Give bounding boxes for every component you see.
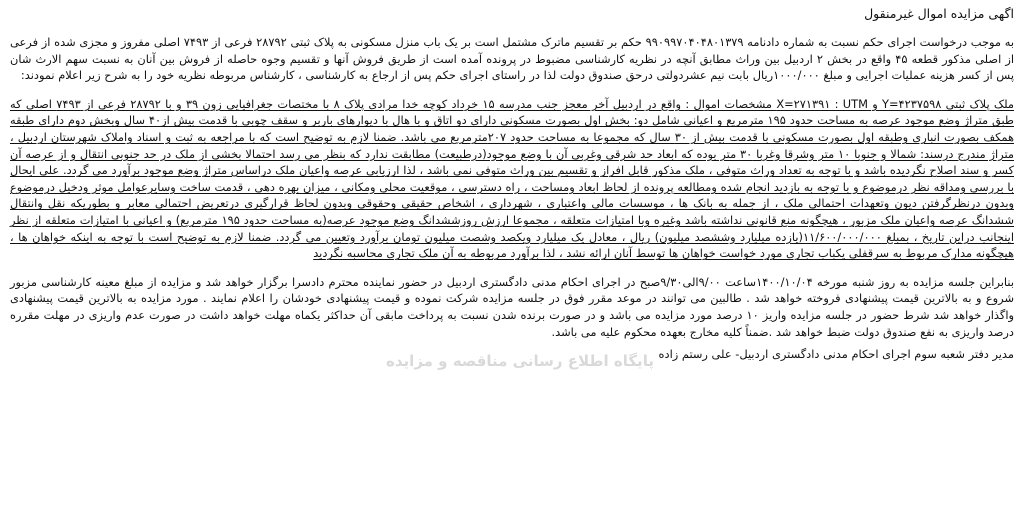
watermark-text: پایگاه اطلاع رسانی مناقصه و مزایده <box>386 352 654 370</box>
notice-paragraph-auction-session: بنابراین جلسه مزایده به روز شنبه مورخه ۱۴۰۰/۱۰/۰۴ساعت ۹/۰۰الی۹/۳۰صبح در اجرای احکام مدنی دادگستری اردبیل در حضور نماینده محترم دادسرا برگزار خواهد شد و مزایده از مبلغ معینه کارشناسی مزبور شروع و به بالاترین قیمت پیشنهادی فروخته خواهد شد . طالبین می توانند در موعد مقرر فوق در جلسه مزایده شرکت نموده و قیمت پیشنهادی خودشان را اعلام نمایند . مورد مزایده به بالاترین قیمت پیشنهادی واگذار خواهد شد شرط حضور در جلسه مزایده واریز ۱۰ درصد مورد مزایده می باشد و در صورت برنده شدن نسبت به پرداخت مابقی آن حداکثر یکماه مهلت خواهد داشت در صورت عدم واریزی در مهلت مقرره درصد واریزی به نفع صندوق دولت ضبط خواهد شد .ضمناً کلیه مخارج بعهده محکوم علیه می باشد. <box>10 274 1014 339</box>
notice-title: اگهی مزایده اموال غیرمنقول <box>864 6 1014 21</box>
notice-paragraph-request: به موجب درخواست اجرای حکم نسبت به شماره دادنامه ۹۹۰۹۹۷۰۴۰۴۸۰۱۳۷۹ حکم بر تقسیم ماترک مشتمل است بر یک باب منزل مسکونی به پلاک ثبتی ۲۸۷۹۲ فرعی از ۷۴۹۳ اصلی مفروز و مجزی شده از فرعی از اصلی مذکور قطعه ۴۵ واقع در بخش ۲ اردبیل بین وراث مطابق آنچه در نظریه کارشناسی مضبوط در پرونده آمده است از طریق فروش آنها و تقسیم وجوه حاصله از فروش بین آنان به نسبت سهم الارث شان پس از کسر هزینه عملیات اجرایی و مبلغ ۱۰۰۰/۰۰۰ریال بابت نیم عشردولتی درحق صندوق دولت لذا در راستای اجرای حکم پس از ارجاع به کارشناسی ، کارشناس مربوطه نظریه خود را به شرح زیر اعلام نمودند: <box>10 35 1015 83</box>
notice-signature: مدیر دفتر شعبه سوم اجرای احکام مدنی دادگستری اردبیل- علی رستم زاده <box>658 347 1014 362</box>
notice-paragraph-property-details: ملک پلاک ثبتی Y=۴۲۳۷۵۹۸ و X=۲۷۱۳۹۱ : UTM مشخصات اموال : واقع در اردبیل آخر معجز جنب مدرسه ۱۵ خرداد کوچه خدا مرادی پلاک ۸ با مختصات جغرافیایی زون ۳۹ و با ۲۸۷۹۲ فرعی از ۷۴۹۳ اصلی که طبق متراژ وضع موجود عرصه به مساحت حدود ۱۹۵ مترمربع و اعیانی شامل دو: بخش اول بصورت مسکونی دارای دو اتاق و با هال با دیوارهای باربر و سقف چوبی با قدمت بیش از۴۰ سال وبخش دوم دارای طبقه همکف بصورت انباری وطبقه اول بصورت مسکونی با قدمت بیش از ۳۰ سال که مجموعا به مساحت حدود ۲۰۷مترمربع می باشد. ضمنا لازم به توضیح است که با مراجعه به ثبت و اسناد واملاک شهرستان اردبیل ، متراژ مندرج درسند: شمالا و جنوبا ۱۰ متر وشرقا وغربا ۳۰ متر بوده که ابعاد حد شرقی وغربی آن با وضع موجود(درطبیعت) مطابقت ندارد که بنظر می رسد احتمالا بخشی از ملک در حد جنوبی انتقال و از عرصه آن کسر و سند اصلاح نگردیده باشد و با توجه به تعداد وراث متوفی ، ملک مذکور قابل افراز و تقسیم بین وراث متوفی نمی باشد ، لذا ارزیابی عرصه واعیان ملک دراساس متراژ وضع موجود برآورد می گردد. علی ایحال با بررسی ومداقه نظر درموضوع و با توجه به بازدید انجام شده ومطالعه پرونده از لحاظ ابعاد ومساحت ، راه دسترسی ، موقعیت محلی ومکانی ، میزان بهره دهی ، قدمت ساخت وسایرعوامل موثر ودخیل درموضوع وبدون درنظرگرفتن دیون وتعهدات احتمالی ملک ، از جمله به بانک ها ، موسسات مالی واعتباری ، شهرداری ، اشخاص حقیقی وحقوقی وبدون لحاظ قرارگیری درتعریض احتمالی معابر و بطوریکه نقل وانتقال ششدانگ عرصه واعیان ملک مزبور ، هیچگونه منع قانونی نداشته باشد وغیره وبا امتیازات متعلقه ، مجموعا ارزش روزششدانگ وضع موجود عرصه(به مساحت حدود ۱۹۵ مترمربع) و اعیانی با امتیازات متعلقه از نظر اینجانب دراین تاریخ ، بمبلغ ۱۱/۶۰۰/۰۰۰/۰۰۰(یازده میلیارد وششصد میلیون) ریال ، معادل یک میلیارد ویکصد وشصت میلیون تومان برآورد وتعیین می گردد. ضمنا لازم به توضیح است با توجه به اینکه خواهان ها ، هیچگونه مدارک مربوط به سرقفلی یکباب تجاری مورد خواست خواهان ها توسط آنان ارائه نشد ، لذا برآورد مربوطه به آن ملک تجاری محاسبه نگردید <box>10 96 1014 261</box>
